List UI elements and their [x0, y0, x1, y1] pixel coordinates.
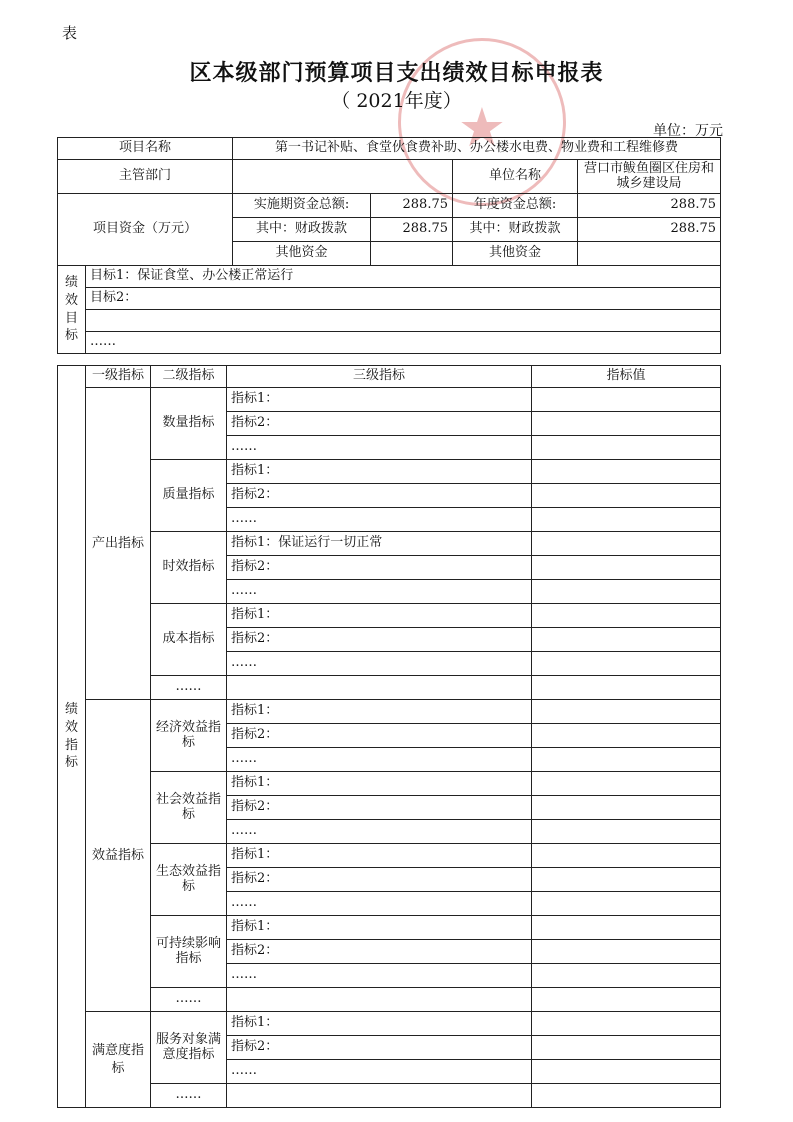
level3-indicator: 指标2：: [227, 412, 532, 436]
indicator-value-cell: [532, 556, 721, 580]
level3-indicator: 指标2：: [227, 628, 532, 652]
satisfaction-indicators-label: 满意度指标: [86, 1012, 151, 1108]
level3-indicator: ……: [227, 1060, 532, 1084]
level3-indicator: 指标1：: [227, 772, 532, 796]
indicator-value-cell: [532, 628, 721, 652]
level2-indicator: 服务对象满意度指标: [151, 1012, 227, 1084]
level2-indicator: 数量指标: [151, 388, 227, 460]
indicator-value-cell: [532, 796, 721, 820]
year-subtitle: （ 2021年度）: [331, 90, 462, 112]
more-indicators: ……: [151, 676, 227, 700]
level2-indicator: 可持续影响指标: [151, 916, 227, 988]
level3-indicator: 指标1：: [227, 604, 532, 628]
level3-header: 三级指标: [227, 366, 532, 388]
level3-indicator: 指标2：: [227, 868, 532, 892]
funds-label: 项目资金（万元）: [58, 194, 233, 266]
level3-indicator: 指标1：: [227, 1012, 532, 1036]
fiscal-label-1: 其中：财政拨款: [233, 218, 371, 242]
level3-indicator: 指标1：: [227, 460, 532, 484]
total-funds-value: 288.75: [371, 194, 453, 218]
more-indicators: ……: [151, 1084, 227, 1108]
project-name-label: 项目名称: [58, 138, 233, 160]
level3-indicator: ……: [227, 892, 532, 916]
goal-row: 目标2：: [86, 288, 721, 310]
level2-indicator: 成本指标: [151, 604, 227, 676]
indicator-value-cell: [532, 412, 721, 436]
indicator-value-cell: [532, 388, 721, 412]
level3-indicator: ……: [227, 820, 532, 844]
level3-indicator: 指标2：: [227, 484, 532, 508]
indicator-value-cell: [532, 820, 721, 844]
value-header: 指标值: [532, 366, 721, 388]
other-funds-label-1: 其他资金: [233, 242, 371, 266]
level3-indicator: 指标2：: [227, 1036, 532, 1060]
page-title: 区本级部门预算项目支出绩效目标申报表: [189, 60, 604, 86]
annual-funds-value: 288.75: [578, 194, 721, 218]
indicator-value-cell: [532, 1084, 721, 1108]
project-info-table: [57, 137, 721, 354]
level3-indicator: 指标1：: [227, 916, 532, 940]
level3-indicator: 指标2：: [227, 940, 532, 964]
unit-label: 单位：万元: [653, 123, 723, 139]
indicator-value-cell: [532, 652, 721, 676]
goal-row: 目标1：保证食堂、办公楼正常运行: [86, 266, 721, 288]
goal-row: ……: [86, 332, 721, 354]
indicators-table: [57, 365, 721, 1108]
indicator-value-cell: [532, 460, 721, 484]
official-seal: ★: [398, 38, 566, 206]
indicator-value-cell: [532, 772, 721, 796]
total-funds-label: 实施期资金总额:: [233, 194, 371, 218]
level3-indicator: [227, 1084, 532, 1108]
level3-indicator: [227, 676, 532, 700]
indicator-value-cell: [532, 580, 721, 604]
unit-name-label: 单位名称: [453, 160, 578, 194]
level2-indicator: 质量指标: [151, 460, 227, 532]
level3-indicator: ……: [227, 436, 532, 460]
level2-header: 二级指标: [151, 366, 227, 388]
level2-indicator: 生态效益指标: [151, 844, 227, 916]
indicator-value-cell: [532, 844, 721, 868]
dept-value: [233, 160, 453, 194]
more-indicators: ……: [151, 988, 227, 1012]
level1-header: 一级指标: [86, 366, 151, 388]
fiscal-value-1: 288.75: [371, 218, 453, 242]
indicator-value-cell: [532, 604, 721, 628]
indicator-value-cell: [532, 1060, 721, 1084]
level3-indicator: 指标2：: [227, 796, 532, 820]
indicator-value-cell: [532, 940, 721, 964]
indicator-value-cell: [532, 916, 721, 940]
other-funds-value-2: [578, 242, 721, 266]
level3-indicator: ……: [227, 508, 532, 532]
level3-indicator: [227, 988, 532, 1012]
unit-name-value: 营口市鲅鱼圈区住房和城乡建设局: [578, 160, 721, 194]
indicators-label: 绩效指标: [58, 366, 86, 1108]
level3-indicator: ……: [227, 580, 532, 604]
level3-indicator: 指标1：: [227, 388, 532, 412]
indicator-value-cell: [532, 676, 721, 700]
indicator-value-cell: [532, 436, 721, 460]
indicator-value-cell: [532, 988, 721, 1012]
benefit-indicators-label: 效益指标: [86, 700, 151, 1012]
annual-funds-label: 年度资金总额:: [453, 194, 578, 218]
level3-indicator: 指标1：: [227, 844, 532, 868]
corner-label: 表: [62, 24, 78, 42]
level3-indicator: ……: [227, 964, 532, 988]
level3-indicator: 指标1：保证运行一切正常: [227, 532, 532, 556]
indicator-value-cell: [532, 1012, 721, 1036]
indicator-value-cell: [532, 748, 721, 772]
goals-label: 绩效目标: [58, 266, 86, 354]
indicator-value-cell: [532, 484, 721, 508]
level3-indicator: 指标2：: [227, 724, 532, 748]
indicator-value-cell: [532, 1036, 721, 1060]
indicator-value-cell: [532, 700, 721, 724]
dept-label: 主管部门: [58, 160, 233, 194]
other-funds-value-1: [371, 242, 453, 266]
goal-row: [86, 310, 721, 332]
level2-indicator: 社会效益指标: [151, 772, 227, 844]
indicator-value-cell: [532, 508, 721, 532]
indicator-value-cell: [532, 724, 721, 748]
fiscal-label-2: 其中：财政拨款: [453, 218, 578, 242]
indicator-value-cell: [532, 868, 721, 892]
indicator-value-cell: [532, 892, 721, 916]
indicator-value-cell: [532, 532, 721, 556]
level3-indicator: 指标1：: [227, 700, 532, 724]
level3-indicator: 指标2：: [227, 556, 532, 580]
level2-indicator: 时效指标: [151, 532, 227, 604]
level3-indicator: ……: [227, 652, 532, 676]
level3-indicator: ……: [227, 748, 532, 772]
fiscal-value-2: 288.75: [578, 218, 721, 242]
indicator-value-cell: [532, 964, 721, 988]
other-funds-label-2: 其他资金: [453, 242, 578, 266]
output-indicators-label: 产出指标: [86, 388, 151, 700]
project-name-value: 第一书记补贴、食堂伙食费补助、办公楼水电费、物业费和工程维修费: [233, 138, 721, 160]
level2-indicator: 经济效益指标: [151, 700, 227, 772]
